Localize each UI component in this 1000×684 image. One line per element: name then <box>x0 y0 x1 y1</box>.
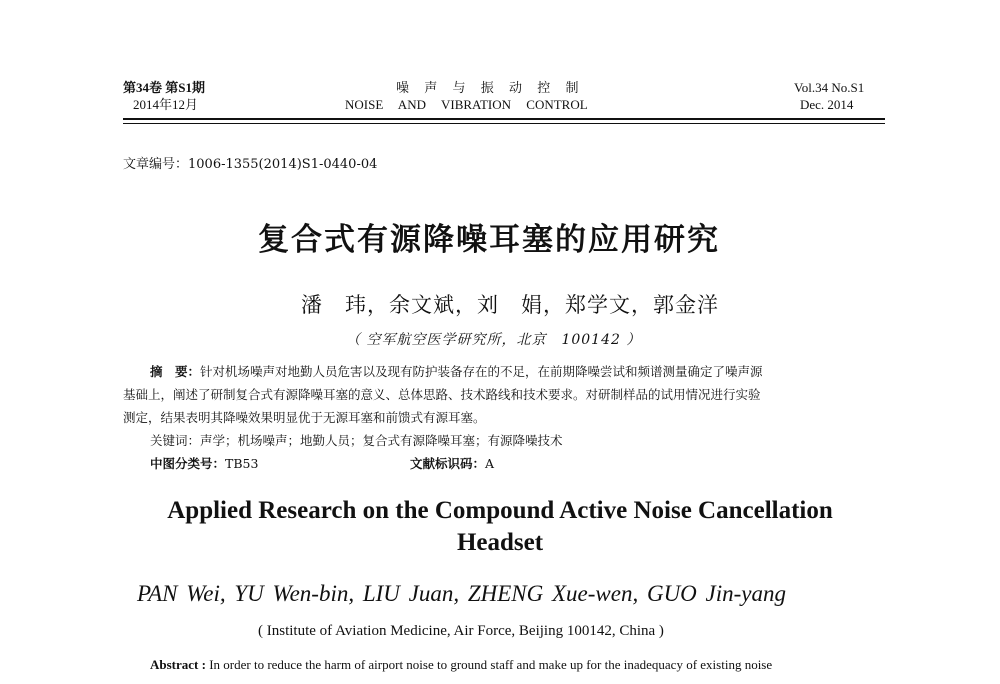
abstract-cn-line1 <box>150 362 763 381</box>
page-title-en: Applied Research on the Compound Active Noise Cancellation Headset <box>167 497 833 556</box>
keywords-cn: 关键词：声学；机场噪声；地勤人员；复合式有源降噪耳塞；有源降噪技术 <box>150 433 563 448</box>
header-volume-issue: 第34卷 第S1期 <box>123 80 205 95</box>
abstract-cn-line2: 基础上，阐述了研制复合式有源降噪耳塞的意义、总体思路、技术路线和技术要求。对研制样品的试用情况进行实验 <box>123 387 761 402</box>
header-date-en: Dec. 2014 <box>800 97 854 112</box>
doc-code-label: 文献标识码： <box>410 456 486 471</box>
header-date-cn: 2014年12月 <box>133 97 199 112</box>
abstract-en-line1 <box>150 657 772 673</box>
clc-value: TB53 <box>225 456 259 471</box>
header-journal-title-en: NOISE AND VIBRATION CONTROL <box>345 97 588 112</box>
authors-en: PAN Wei, YU Wen-bin, LIU Juan, ZHENG Xue-wen, GUO Jin-yang <box>137 581 787 606</box>
header-rule-thick <box>123 118 885 120</box>
header-rule-thin <box>123 123 885 124</box>
abstract-cn-label: 摘 要： <box>150 364 201 379</box>
authors-cn: 潘 玮，余文斌，刘 娟，郑学文，郭金洋 <box>301 293 719 317</box>
abstract-en-text1: In order to reduce the harm of airport noise to ground staff and make up for the inadequacy of existing noise <box>205 657 773 672</box>
clc-label: 中图分类号： <box>150 456 226 471</box>
document-code <box>410 454 494 473</box>
abstract-cn-line3: 测定，结果表明其降噪效果明显优于无源耳塞和前馈式有源耳塞。 <box>123 410 486 425</box>
doc-code-value: A <box>485 456 495 471</box>
clc-number <box>150 454 258 473</box>
header-volume-en: Vol.34 No.S1 <box>794 80 865 95</box>
affiliation-cn: （ 空军航空医学研究所，北京 100142 ） <box>346 332 642 348</box>
header-journal-title-cn: 噪 声 与 振 动 控 制 <box>396 80 580 95</box>
page-title-cn: 复合式有源降噪耳塞的应用研究 <box>258 222 720 258</box>
article-number: 文章编号：1006-1355(2014)S1-0440-04 <box>123 157 378 172</box>
abstract-cn-text1: 针对机场噪声对地勤人员危害以及现有防护装备存在的不足，在前期降噪尝试和频谱测量确定了噪声源 <box>200 364 763 379</box>
abstract-en-label: Abstract : <box>150 657 206 672</box>
affiliation-en: ( Institute of Aviation Medicine, Air Force, Beijing 100142, China ) <box>258 623 664 639</box>
